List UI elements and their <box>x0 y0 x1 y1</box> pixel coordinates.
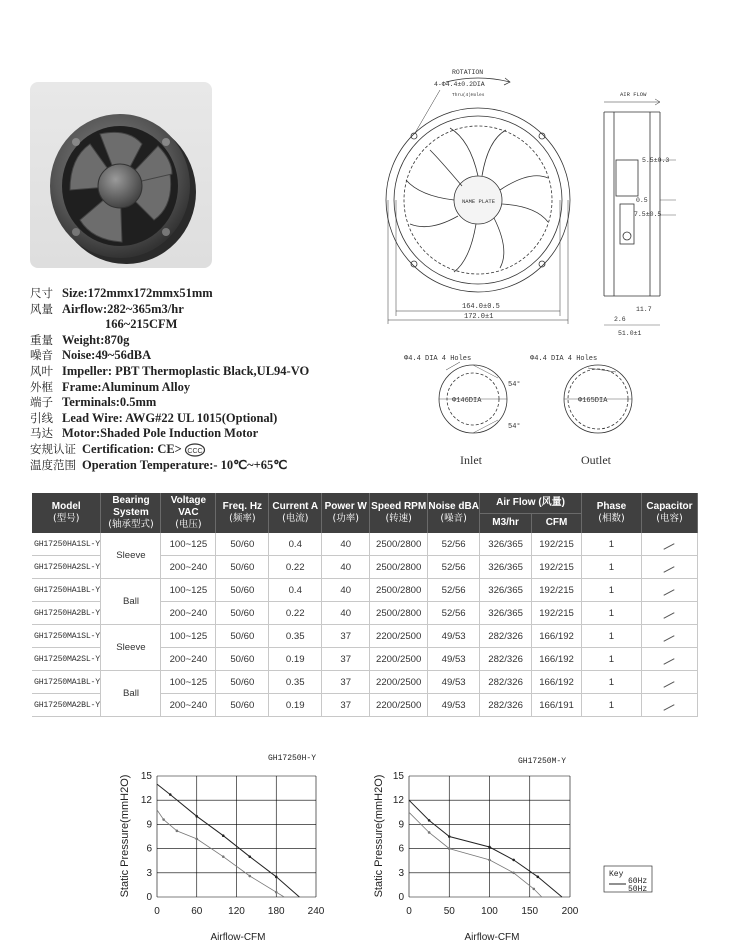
noise-cell: 49/53 <box>428 694 480 717</box>
data-point <box>488 846 491 849</box>
spec-certification: 安规认证 Certification: CE> CCC <box>30 442 360 458</box>
voltage-cell: 100~125 <box>161 533 216 556</box>
capacitor-cell <box>641 625 697 648</box>
phase-cell: 1 <box>582 579 642 602</box>
data-point <box>512 859 515 862</box>
y-axis-label: Static Pressure(mmH2O) <box>119 774 131 898</box>
freq-cell: 50/60 <box>216 671 269 694</box>
spec-size: 尺寸 Size:172mmx172mmx51mm <box>30 286 213 300</box>
y-tick-label: 12 <box>140 795 152 807</box>
speed-cell: 2200/2500 <box>370 671 428 694</box>
capacitor-mark-icon <box>664 543 675 550</box>
dim-11-7: 11.7 <box>636 306 652 313</box>
spec-noise: 噪音 Noise:49~56dBA <box>30 348 152 363</box>
noise-cell: 52/56 <box>428 556 480 579</box>
airflow-label: AIR FLOW <box>620 91 647 98</box>
bearing-cell: Sleeve <box>101 625 161 671</box>
header-freq: Freq. Hz (频率) <box>216 493 269 533</box>
y-tick-label: 15 <box>392 771 404 782</box>
inlet-diameter: Φ146DIA <box>452 397 482 405</box>
spec-temperature: 温度范围 Operation Temperature:- 10℃~+65℃ <box>30 457 288 472</box>
rotation-label: ROTATION <box>452 69 484 76</box>
mount-holes-label: 4-Φ4.4±0.2DIA <box>434 81 485 88</box>
spec-frame: 外框 Frame:Aluminum Alloy <box>30 379 191 394</box>
series-line-60Hz <box>157 784 299 897</box>
y-tick-label: 3 <box>398 867 404 879</box>
capacitor-mark-icon <box>664 566 675 573</box>
power-cell: 40 <box>322 602 370 625</box>
y-tick-label: 0 <box>398 892 404 903</box>
data-point <box>488 859 491 862</box>
dim-2-6: 2.6 <box>614 316 626 323</box>
header-current: Current A (电流) <box>269 493 322 533</box>
speed-cell: 2200/2500 <box>370 648 428 671</box>
x-tick-label: 0 <box>406 906 412 917</box>
capacitor-mark-icon <box>664 681 675 688</box>
power-cell: 37 <box>322 671 370 694</box>
inlet-label: Inlet <box>460 453 482 467</box>
fan-photo <box>30 82 212 268</box>
power-cell: 37 <box>322 648 370 671</box>
outlet-diameter: Φ165DIA <box>578 397 608 405</box>
spec-lead-wire: 引线 Lead Wire: AWG#22 UL 1015(Optional) <box>30 410 278 425</box>
cfm-cell: 192/215 <box>532 556 582 579</box>
model-cell: GH17250MA1BL-Y <box>32 671 101 694</box>
phase-cell: 1 <box>582 648 642 671</box>
freq-cell: 50/60 <box>216 579 269 602</box>
voltage-cell: 200~240 <box>161 648 216 671</box>
m3hr-cell: 282/326 <box>480 694 532 717</box>
x-tick-label: 120 <box>228 906 245 917</box>
key-60hz-label: 60Hz <box>628 877 648 886</box>
cfm-cell: 166/192 <box>532 625 582 648</box>
phase-cell: 1 <box>582 533 642 556</box>
phase-cell: 1 <box>582 602 642 625</box>
header-m3hr: M3/hr <box>480 513 532 533</box>
data-point <box>222 855 225 858</box>
power-cell: 40 <box>322 533 370 556</box>
y-tick-label: 3 <box>146 867 152 879</box>
power-cell: 37 <box>322 694 370 717</box>
x-tick-label: 100 <box>481 906 498 917</box>
svg-text:CCC: CCC <box>187 447 203 455</box>
chart-title: GH17250M-Y <box>518 757 567 766</box>
freq-cell: 50/60 <box>216 694 269 717</box>
model-cell: GH17250HA1SL-Y <box>32 533 101 556</box>
voltage-cell: 200~240 <box>161 556 216 579</box>
spec-weight: 重量 Weight:870g <box>30 332 130 347</box>
m3hr-cell: 282/326 <box>480 625 532 648</box>
current-cell: 0.4 <box>269 533 322 556</box>
speed-cell: 2500/2800 <box>370 556 428 579</box>
table-row <box>32 579 698 602</box>
y-axis-label: Static Pressure(mmH2O) <box>373 774 385 898</box>
noise-cell: 52/56 <box>428 579 480 602</box>
fan-image <box>30 82 212 268</box>
thru-holes-label: Thru(4)Holes <box>452 93 485 98</box>
cfm-cell: 192/215 <box>532 579 582 602</box>
noise-cell: 52/56 <box>428 602 480 625</box>
cfm-cell: 192/215 <box>532 602 582 625</box>
header-bearing: Bearing System (轴承型式) <box>101 493 161 533</box>
m3hr-cell: 282/326 <box>480 671 532 694</box>
chart-gh17250h <box>119 754 325 943</box>
header-airflow: Air Flow (风量) <box>480 493 582 513</box>
spec-motor: 马达 Motor:Shaded Pole Induction Motor <box>30 426 259 441</box>
current-cell: 0.35 <box>269 671 322 694</box>
bearing-cell: Sleeve <box>101 533 161 579</box>
capacitor-mark-icon <box>664 612 675 619</box>
outlet-label: Outlet <box>581 453 611 467</box>
m3hr-cell: 282/326 <box>480 648 532 671</box>
y-tick-label: 6 <box>398 843 404 855</box>
inlet-holes-label: Φ4.4 DIA 4 Holes <box>404 355 472 363</box>
spec-table <box>32 493 698 717</box>
dim-7-5: 7.5±0.5 <box>634 211 662 218</box>
y-tick-label: 9 <box>398 819 404 831</box>
dim-164: 164.0±0.5 <box>462 303 500 311</box>
model-cell: GH17250HA2BL-Y <box>32 602 101 625</box>
data-point <box>195 838 198 841</box>
m3hr-cell: 326/365 <box>480 579 532 602</box>
model-cell: GH17250MA2BL-Y <box>32 694 101 717</box>
performance-charts <box>110 750 670 944</box>
capacitor-cell <box>641 648 697 671</box>
voltage-cell: 100~125 <box>161 579 216 602</box>
dim-0-5: 0.5 <box>636 197 648 204</box>
data-point <box>448 835 451 838</box>
current-cell: 0.22 <box>269 602 322 625</box>
data-point <box>275 876 278 879</box>
spec-airflow: 风量 Airflow:282~365m3/hr <box>30 301 184 316</box>
series-line-50Hz <box>157 810 284 897</box>
chart-key <box>604 866 652 894</box>
capacitor-mark-icon <box>664 704 675 711</box>
header-speed: Speed RPM (转速) <box>370 493 428 533</box>
chart-title: GH17250H-Y <box>268 754 317 763</box>
data-point <box>195 815 198 818</box>
data-point <box>248 855 251 858</box>
header-phase: Phase (相数) <box>582 493 642 533</box>
data-point <box>176 830 179 833</box>
data-point <box>275 891 278 894</box>
angle-54-top: 54° <box>508 381 521 389</box>
capacitor-cell <box>641 602 697 625</box>
phase-cell: 1 <box>582 556 642 579</box>
freq-cell: 50/60 <box>216 533 269 556</box>
data-point <box>537 876 540 879</box>
spec-table-body <box>32 533 698 717</box>
header-noise: Noise dBA (噪音) <box>428 493 480 533</box>
speed-cell: 2200/2500 <box>370 625 428 648</box>
model-cell: GH17250HA2SL-Y <box>32 556 101 579</box>
spec-airflow-cfm: 166~215CFM <box>105 317 178 332</box>
spec-impeller: 风叶 Impeller: PBT Thermoplastic Black,UL94-VO <box>30 363 310 378</box>
capacitor-mark-icon <box>664 589 675 596</box>
speed-cell: 2200/2500 <box>370 694 428 717</box>
noise-cell: 49/53 <box>428 671 480 694</box>
noise-cell: 52/56 <box>428 533 480 556</box>
speed-cell: 2500/2800 <box>370 533 428 556</box>
x-tick-label: 0 <box>154 906 160 917</box>
voltage-cell: 200~240 <box>161 694 216 717</box>
key-title: Key <box>609 870 624 879</box>
y-tick-label: 6 <box>146 843 152 855</box>
noise-cell: 49/53 <box>428 625 480 648</box>
y-tick-label: 12 <box>392 795 404 807</box>
current-cell: 0.4 <box>269 579 322 602</box>
ccc-mark-icon <box>184 443 206 457</box>
capacitor-cell <box>641 694 697 717</box>
x-tick-label: 60 <box>191 906 203 917</box>
y-tick-label: 15 <box>140 771 152 782</box>
bearing-cell: Ball <box>101 671 161 717</box>
m3hr-cell: 326/365 <box>480 602 532 625</box>
cfm-cell: 166/192 <box>532 648 582 671</box>
power-cell: 40 <box>322 556 370 579</box>
model-cell: GH17250MA1SL-Y <box>32 625 101 648</box>
cfm-cell: 166/191 <box>532 694 582 717</box>
current-cell: 0.19 <box>269 648 322 671</box>
data-point <box>222 834 225 837</box>
x-tick-label: 50 <box>443 906 455 917</box>
dim-5-5: 5.5±0.3 <box>642 157 670 164</box>
phase-cell: 1 <box>582 671 642 694</box>
model-cell: GH17250MA2SL-Y <box>32 648 101 671</box>
voltage-cell: 100~125 <box>161 625 216 648</box>
capacitor-cell <box>641 533 697 556</box>
technical-drawing <box>380 60 700 480</box>
header-model: Model (型号) <box>32 493 101 533</box>
m3hr-cell: 326/365 <box>480 533 532 556</box>
data-point <box>512 872 515 875</box>
x-tick-label: 150 <box>521 906 539 917</box>
dim-172: 172.0±1 <box>464 313 494 321</box>
capacitor-mark-icon <box>664 635 675 642</box>
outlet-holes-label: Φ4.4 DIA 4 Holes <box>530 355 598 363</box>
data-point <box>428 819 431 822</box>
x-tick-label: 180 <box>267 906 285 917</box>
cfm-cell: 166/192 <box>532 671 582 694</box>
freq-cell: 50/60 <box>216 602 269 625</box>
x-tick-label: 200 <box>561 906 579 917</box>
header-capacitor: Capacitor (电容) <box>641 493 697 533</box>
current-cell: 0.35 <box>269 625 322 648</box>
data-point <box>169 793 172 796</box>
x-axis-label: Airflow-CFM <box>464 932 520 943</box>
voltage-cell: 100~125 <box>161 671 216 694</box>
header-voltage: Voltage VAC (电压) <box>161 493 216 533</box>
table-row <box>32 625 698 648</box>
current-cell: 0.22 <box>269 556 322 579</box>
data-point <box>532 888 535 891</box>
x-axis-label: Airflow-CFM <box>210 932 266 943</box>
data-point <box>448 847 451 850</box>
phase-cell: 1 <box>582 694 642 717</box>
capacitor-mark-icon <box>664 658 675 665</box>
freq-cell: 50/60 <box>216 556 269 579</box>
header-cfm: CFM <box>532 513 582 533</box>
capacitor-cell <box>641 556 697 579</box>
spec-list <box>30 286 360 473</box>
noise-cell: 49/53 <box>428 648 480 671</box>
spec-table-container <box>32 493 698 717</box>
power-cell: 37 <box>322 625 370 648</box>
freq-cell: 50/60 <box>216 625 269 648</box>
dim-51: 51.0±1 <box>618 330 642 337</box>
bearing-cell: Ball <box>101 579 161 625</box>
y-tick-label: 0 <box>146 892 152 903</box>
table-row <box>32 533 698 556</box>
model-cell: GH17250HA1BL-Y <box>32 579 101 602</box>
capacitor-cell <box>641 671 697 694</box>
table-row <box>32 671 698 694</box>
speed-cell: 2500/2800 <box>370 602 428 625</box>
y-tick-label: 9 <box>146 819 152 831</box>
angle-54-bottom: 54° <box>508 423 521 431</box>
speed-cell: 2500/2800 <box>370 579 428 602</box>
voltage-cell: 200~240 <box>161 602 216 625</box>
header-power: Power W (功率) <box>322 493 370 533</box>
freq-cell: 50/60 <box>216 648 269 671</box>
m3hr-cell: 326/365 <box>480 556 532 579</box>
power-cell: 40 <box>322 579 370 602</box>
key-50hz-label: 50Hz <box>628 885 648 894</box>
spec-terminals: 端子 Terminals:0.5mm <box>30 395 157 410</box>
nameplate-label: NAME PLATE <box>462 198 496 205</box>
chart-gh17250m <box>373 757 652 943</box>
current-cell: 0.19 <box>269 694 322 717</box>
x-tick-label: 240 <box>307 906 325 917</box>
series-line-50Hz <box>409 812 542 897</box>
data-point <box>428 831 431 834</box>
phase-cell: 1 <box>582 625 642 648</box>
cfm-cell: 192/215 <box>532 533 582 556</box>
data-point <box>162 818 165 821</box>
capacitor-cell <box>641 579 697 602</box>
data-point <box>248 875 251 878</box>
